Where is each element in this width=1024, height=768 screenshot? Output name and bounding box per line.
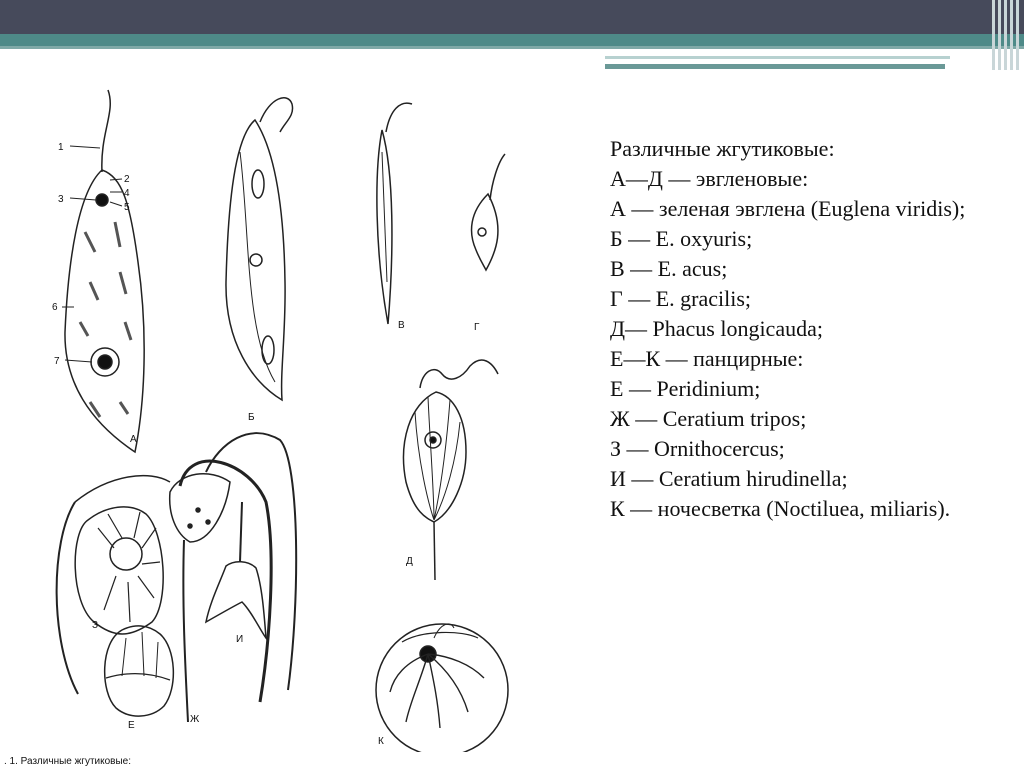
noctiluca-drawing [376, 624, 508, 752]
label-part-v: В [398, 320, 405, 331]
label-part-z: З [92, 620, 99, 631]
header-rule [0, 46, 1024, 49]
label-part-g: Г [474, 322, 480, 333]
text-line: И — Ceratium hirudinella; [610, 466, 848, 491]
header-accent-bar [605, 64, 945, 69]
ceratium-hirudinella-drawing [206, 502, 266, 638]
label-part-i: И [236, 634, 244, 645]
text-line: Е—К — панцирные: [610, 346, 804, 371]
ceratium-tripos-drawing [170, 433, 296, 722]
text-line: А — зеленая эвглена (Euglena viridis); [610, 196, 966, 221]
text-line: К — ночесветка (Noctiluea, miliaris). [610, 496, 951, 521]
label-number-7: 7 [54, 356, 60, 367]
euglena-gracilis-drawing [472, 154, 505, 270]
label-number-4: 4 [124, 188, 130, 199]
euglena-acus-drawing [377, 103, 412, 324]
label-part-zh: Ж [190, 714, 200, 725]
label-part-a: А [130, 434, 137, 445]
header-bar-dark [0, 0, 1024, 34]
text-line: Г — E. gracilis; [610, 286, 752, 311]
flagellates-illustration [30, 82, 590, 752]
text-line: З — Ornithocercus; [610, 436, 785, 461]
euglena-oxyuris-drawing [226, 98, 293, 400]
peridinium-drawing [105, 626, 174, 716]
header-stripes [990, 0, 1024, 70]
ornithocercus-drawing [57, 476, 170, 694]
euglena-viridis-drawing [62, 90, 144, 452]
label-number-5: 5 [124, 202, 130, 213]
text-line: Д— Phacus longicauda; [610, 316, 823, 341]
figure-caption: . 1. Различные жгутиковые: [4, 756, 132, 767]
phacus-longicauda-drawing [404, 360, 498, 580]
label-number-6: 6 [52, 302, 58, 313]
text-line: В — E. acus; [610, 256, 728, 281]
label-part-e: Е [128, 720, 135, 731]
text-line: А—Д — эвгленовые: [610, 166, 809, 191]
text-line: Е — Peridinium; [610, 376, 761, 401]
label-part-k: К [378, 736, 384, 747]
text-line: Б — E. oxyuris; [610, 226, 753, 251]
label-part-d: Д [406, 556, 413, 567]
text-line: Ж — Ceratium tripos; [610, 406, 807, 431]
label-part-b: Б [248, 412, 255, 423]
label-number-1: 1 [58, 142, 64, 153]
header-bar-teal [0, 34, 1024, 46]
label-number-2: 2 [124, 174, 130, 185]
slide-text [610, 134, 990, 524]
label-number-3: 3 [58, 194, 64, 205]
text-line: Различные жгутиковые: [610, 136, 835, 161]
header-accent-line [605, 56, 950, 59]
